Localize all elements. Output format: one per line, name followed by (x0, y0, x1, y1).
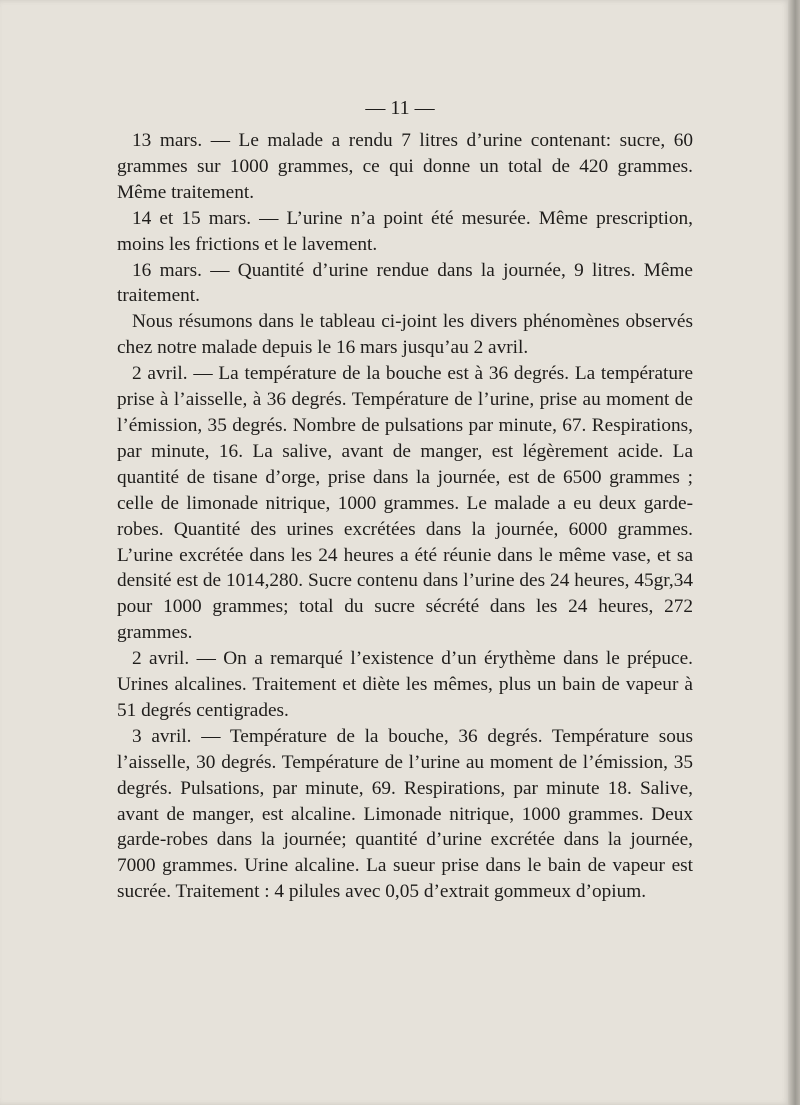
paragraph-16-mars: 16 mars. — Quantité d’urine rendue dans la journée, 9 litres. Même traitement. (117, 259, 693, 307)
body-text (117, 128, 693, 905)
page-number: — 11 — (365, 97, 435, 119)
paragraph-summary: Nous résumons dans le tableau ci-joint les divers phénomènes observés chez notre malade depuis le 16 mars jusqu’au 2 avril. (117, 311, 693, 359)
paragraph-2-avril: 2 avril. — La température de la bouche est à 36 degrés. La température prise à l’aisselle, à 36 degrés. Température de l’urine, prise au moment de l’émission, 35 degrés. Nombre de pulsations par minute, 67. Respirations, par minute, 16. La salive, avant de manger, est légèrement acide. La quantité de tisane d’orge, prise dans la journée, est de 6500 grammes ; celle de limonade nitrique, 1000 grammes. Le malade a eu deux garde-robes. Quantité des urines excrétées dans la journée, 6000 grammes. L’urine excrétée dans les 24 heures a été réunie dans le même vase, et sa densité est de 1014,280. Sucre contenu dans l’urine des 24 heures, 45gr,34 pour 1000 grammes; total du sucre sécrété dans les 24 heures, 272 grammes. (117, 363, 693, 644)
page-edge (788, 0, 800, 1105)
paragraph-14-15-mars: 14 et 15 mars. — L’urine n’a point été mesurée. Même prescription, moins les frictions et le lavement. (117, 207, 693, 255)
paragraph-2-avril-erytheme: 2 avril. — On a remarqué l’existence d’un érythème dans le prépuce. Urines alcalines. Traitement et diète les mêmes, plus un bain de vapeur à 51 degrés centigrades. (117, 648, 693, 721)
paragraph-13-mars: 13 mars. — Le malade a rendu 7 litres d’urine contenant: sucre, 60 grammes sur 1000 grammes, ce qui donne un total de 420 grammes. Même traitement. (117, 130, 693, 203)
paragraph-3-avril: 3 avril. — Température de la bouche, 36 degrés. Température sous l’aisselle, 30 degrés. Température de l’urine au moment de l’émission, 35 degrés. Pulsations, par minute, 69. Respirations, par minute 18. Salive, avant de manger, est alcaline. Limonade nitrique, 1000 grammes. Deux garde-robes dans la journée; quantité d’urine excrétée dans la journée, 7000 grammes. Urine alcaline. La sueur prise dans le bain de vapeur est sucrée. Traitement : 4 pilules avec 0,05 d’extrait gommeux d’opium. (117, 725, 693, 903)
